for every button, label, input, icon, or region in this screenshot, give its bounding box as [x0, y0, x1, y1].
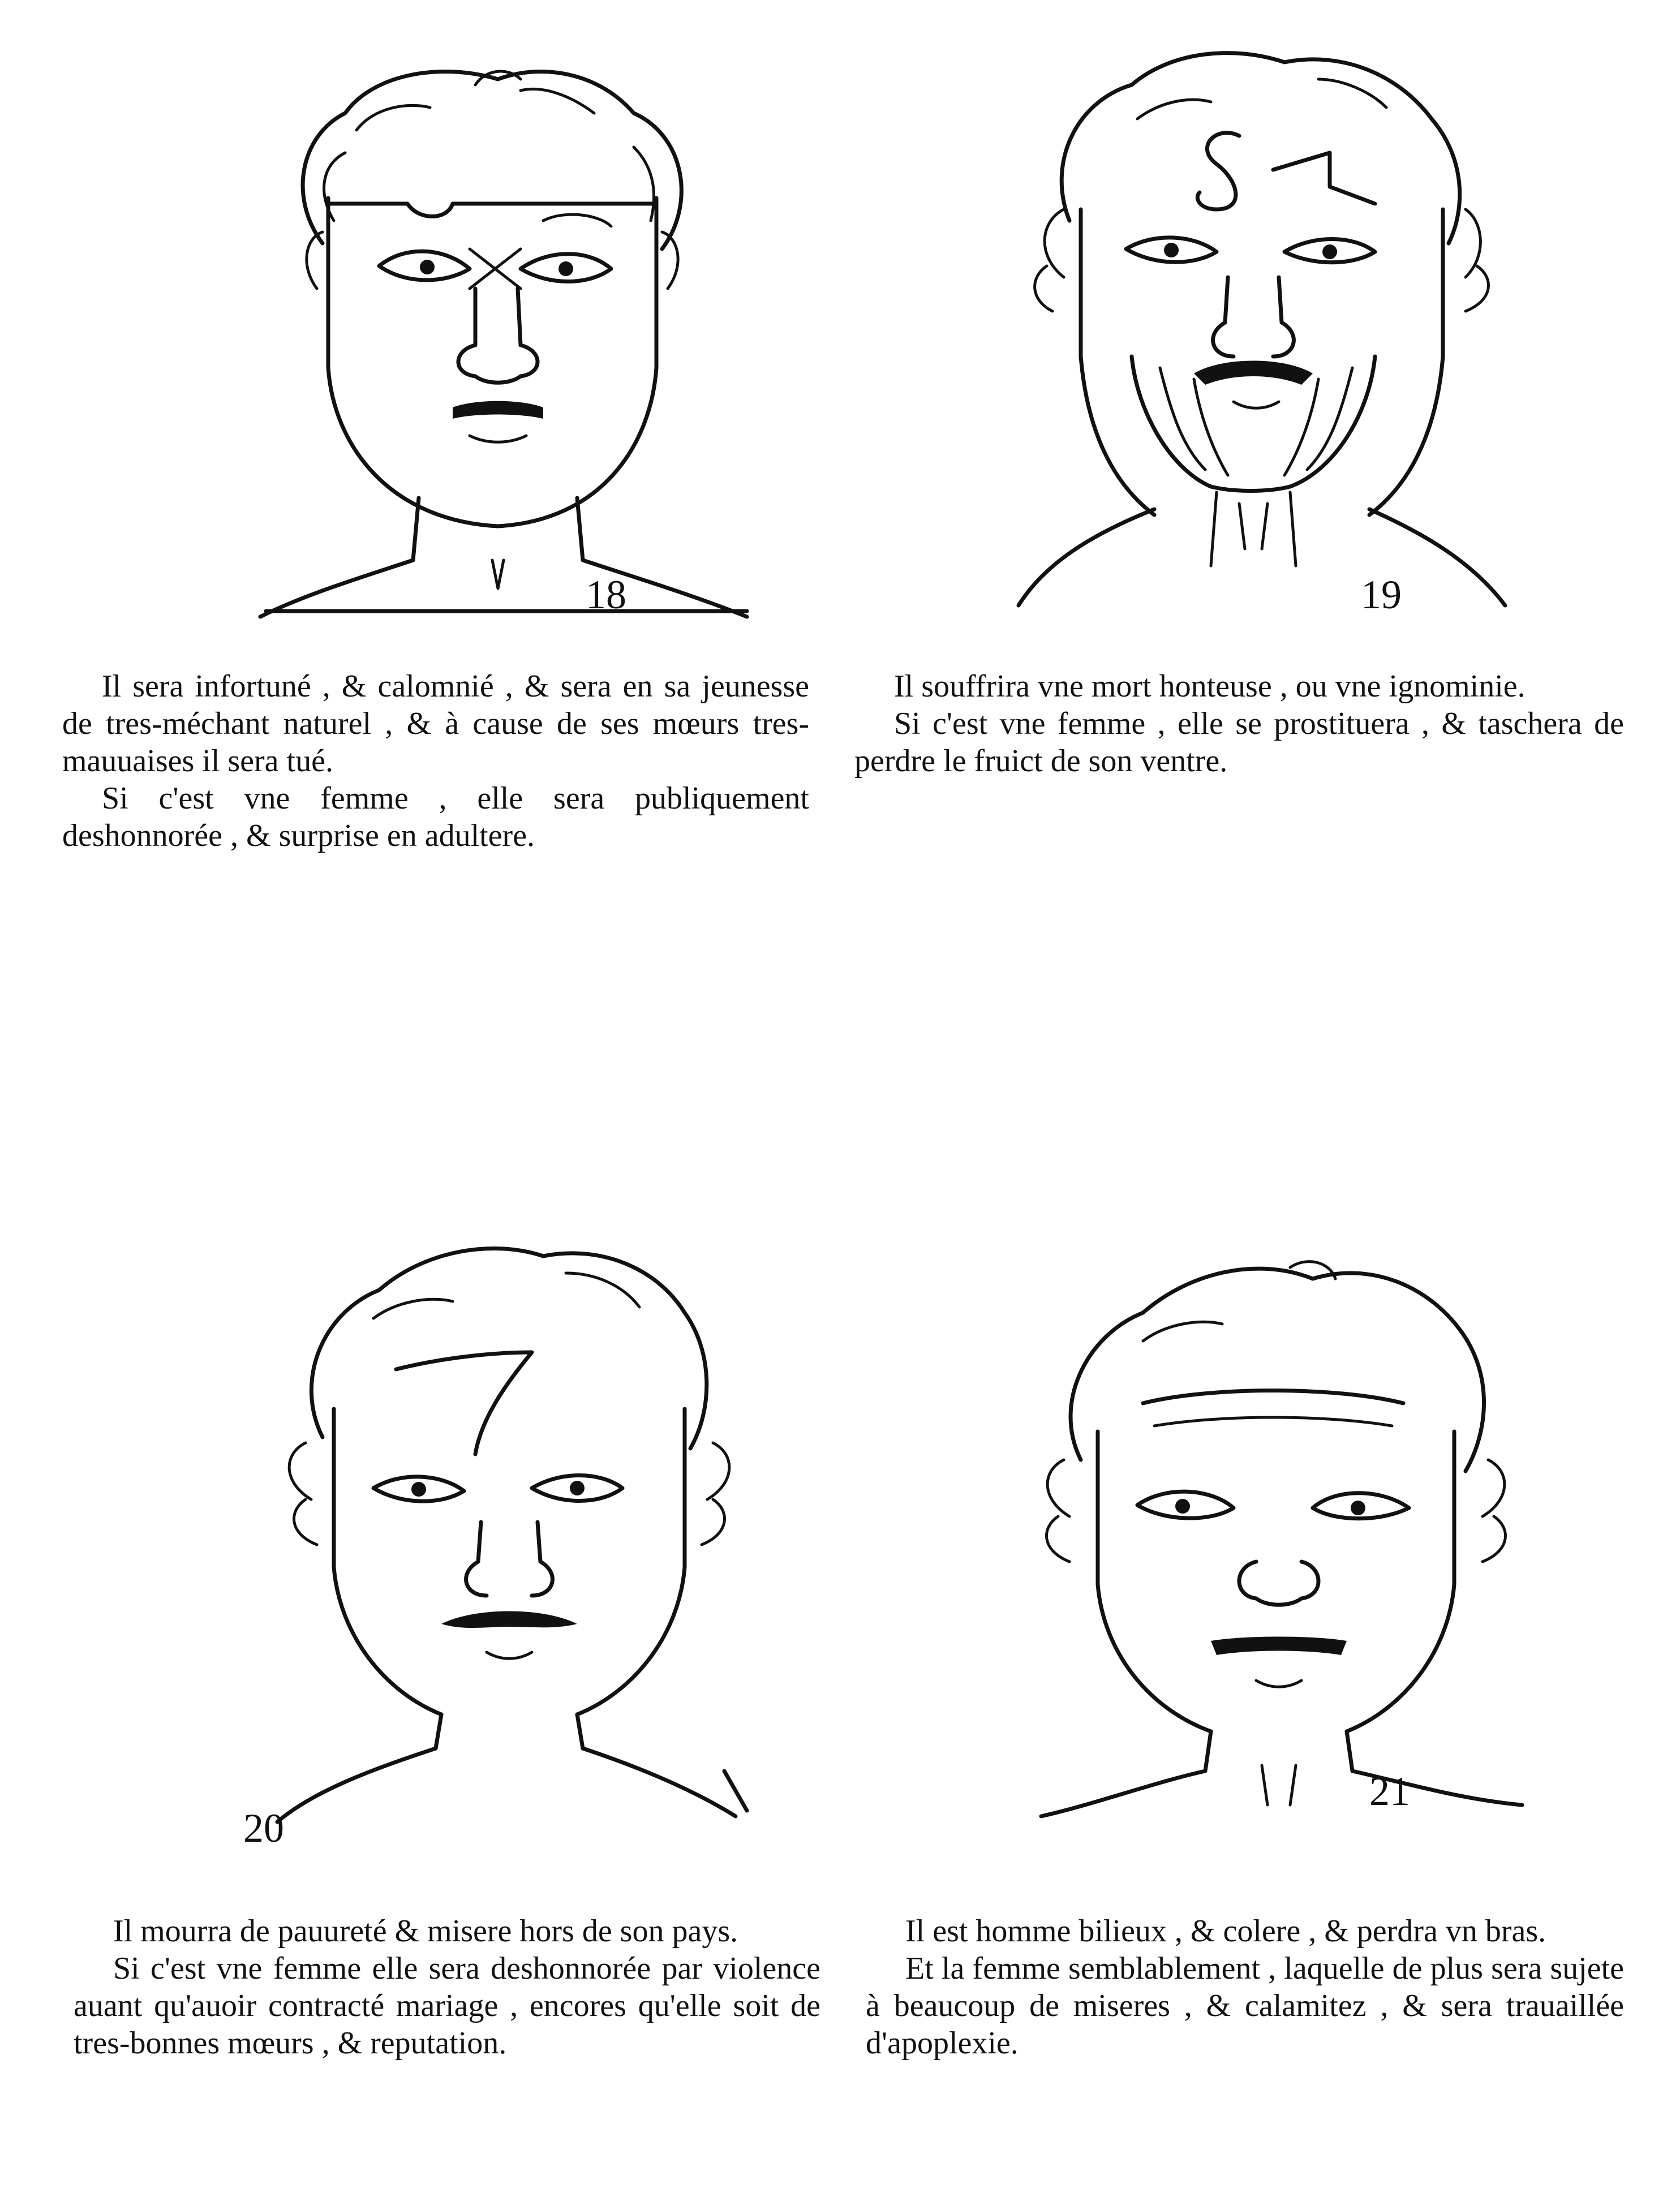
- caption-20-paragraph-1: Il mourra de pauureté & misere hors de son pays.: [113, 1914, 738, 1949]
- caption-18-paragraph-2: Si c'est vne femme , elle sera publiquement deshonnorée , & surprise en adultere.: [62, 781, 809, 853]
- plate-number-20: 20: [243, 1806, 284, 1851]
- portrait-19: [968, 40, 1601, 628]
- caption-18: [62, 668, 809, 854]
- portrait-20: [226, 1228, 860, 1828]
- portrait-18: [204, 51, 837, 628]
- caption-19-paragraph-2: Si c'est vne femme , elle se prostituera , & taschera de perdre le fruict de son ventre.: [854, 706, 1624, 779]
- portrait-21: [996, 1245, 1630, 1822]
- caption-18-paragraph-1: Il sera infortuné , & calomnié , & sera en sa jeunesse de tres-méchant naturel , & à cause de ses mœurs tres-mauuaises il sera tué.: [62, 669, 809, 779]
- caption-20-paragraph-2: Si c'est vne femme elle sera deshonnorée par violence auant qu'auoir contracté mariage , encores qu'elle soit de tres-bonnes mœurs , & reputation.: [74, 1951, 820, 2061]
- caption-19: [854, 668, 1624, 780]
- caption-21-paragraph-2: Et la femme semblablement , laquelle de plus sera sujete à beaucoup de miseres , & calamitez , & sera trauaillée d'apoplexie.: [866, 1951, 1624, 2061]
- plate-number-18: 18: [586, 572, 626, 617]
- caption-21: [866, 1912, 1624, 2062]
- caption-19-paragraph-1: Il souffrira vne mort honteuse , ou vne ignominie.: [894, 669, 1526, 704]
- plate-number-19: 19: [1361, 572, 1402, 617]
- caption-21-paragraph-1: Il est homme bilieux , & colere , & perdra vn bras.: [905, 1914, 1546, 1949]
- plate-number-21: 21: [1369, 1769, 1410, 1814]
- caption-20: [74, 1912, 820, 2062]
